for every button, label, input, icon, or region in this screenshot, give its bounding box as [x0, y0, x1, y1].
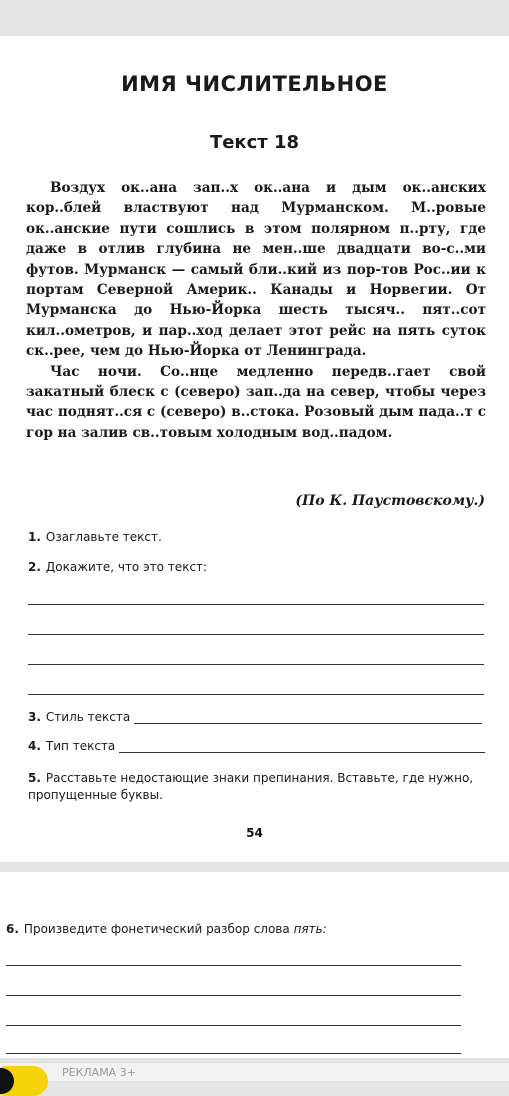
answer-line-3[interactable] [28, 664, 484, 665]
answer-line-4[interactable] [28, 694, 484, 695]
page-number: 54 [246, 826, 263, 840]
exercise-text [26, 178, 486, 443]
task-5-number: 5. [28, 771, 41, 785]
task-1-text: Озаглавьте текст. [45, 530, 162, 544]
paragraph-2: Час ночи. Со..нце медленно передв..гает свой закатный блеск с (северо) зап..да на север, чтобы через час поднят..ся с (северо) в..стока. Розовый дым пада..т с гор на залив св..товым холодным вод..падом. [26, 363, 486, 441]
answer-line-2[interactable] [28, 634, 484, 635]
task-3 [28, 710, 482, 724]
style-answer-line[interactable] [134, 711, 482, 724]
workbook-page-54 [0, 36, 509, 862]
task-6 [6, 922, 327, 936]
task-4-text: Тип текста [45, 739, 116, 753]
type-answer-line[interactable] [119, 740, 485, 753]
phonetic-line-1[interactable] [6, 965, 461, 966]
phonetic-line-2[interactable] [6, 995, 461, 996]
task-2 [28, 560, 207, 574]
task-6-number: 6. [6, 922, 19, 936]
task-5-text: Расставьте недостающие знаки препинания. Вставьте, где нужно, пропущенные буквы. [28, 771, 474, 802]
ad-banner[interactable] [0, 1062, 509, 1081]
task-4 [28, 739, 485, 753]
task-6-word: пять: [293, 922, 327, 936]
phonetic-line-3[interactable] [6, 1025, 461, 1026]
task-6-text: Произведите фонетический разбор слова [23, 922, 290, 936]
author-attribution: (По К. Паустовскому.) [295, 493, 485, 509]
page-title: ИМЯ ЧИСЛИТЕЛЬНОЕ [121, 72, 388, 96]
phonetic-line-4[interactable] [6, 1053, 461, 1054]
ad-label: РЕКЛАМА 3+ [62, 1066, 136, 1079]
task-2-text: Докажите, что это текст: [45, 560, 208, 574]
ad-logo-icon [0, 1066, 48, 1096]
task-5 [28, 770, 484, 804]
workbook-page-next [0, 872, 509, 1058]
task-1-number: 1. [28, 530, 41, 544]
task-3-number: 3. [28, 710, 41, 724]
paragraph-1: Воздух ок..ана зап..х ок..ана и дым ок..анских кор..блей властвуют над Мурманском. М..ровые ок..анские пути сошлись в этом полярном п..рту, где даже в отлив глубина не мен..ше двадцати во-с..ми футов. Мурманск — самый бли..кий из пор-тов Рос..ии к портам Северной Америк.. Канады и Норвегии. От Мурманска до Нью-Йорка шесть тысяч.. пят..сот кил..ометров, и пар..ход делает этот рейс на пять суток ск..рее, чем до Нью-Йорка от Ленинграда. [26, 180, 486, 360]
task-1 [28, 530, 162, 544]
text-number-heading: Текст 18 [209, 132, 300, 153]
task-2-number: 2. [28, 560, 41, 574]
task-4-number: 4. [28, 739, 41, 753]
answer-line-1[interactable] [28, 604, 484, 605]
task-3-text: Стиль текста [45, 710, 131, 724]
